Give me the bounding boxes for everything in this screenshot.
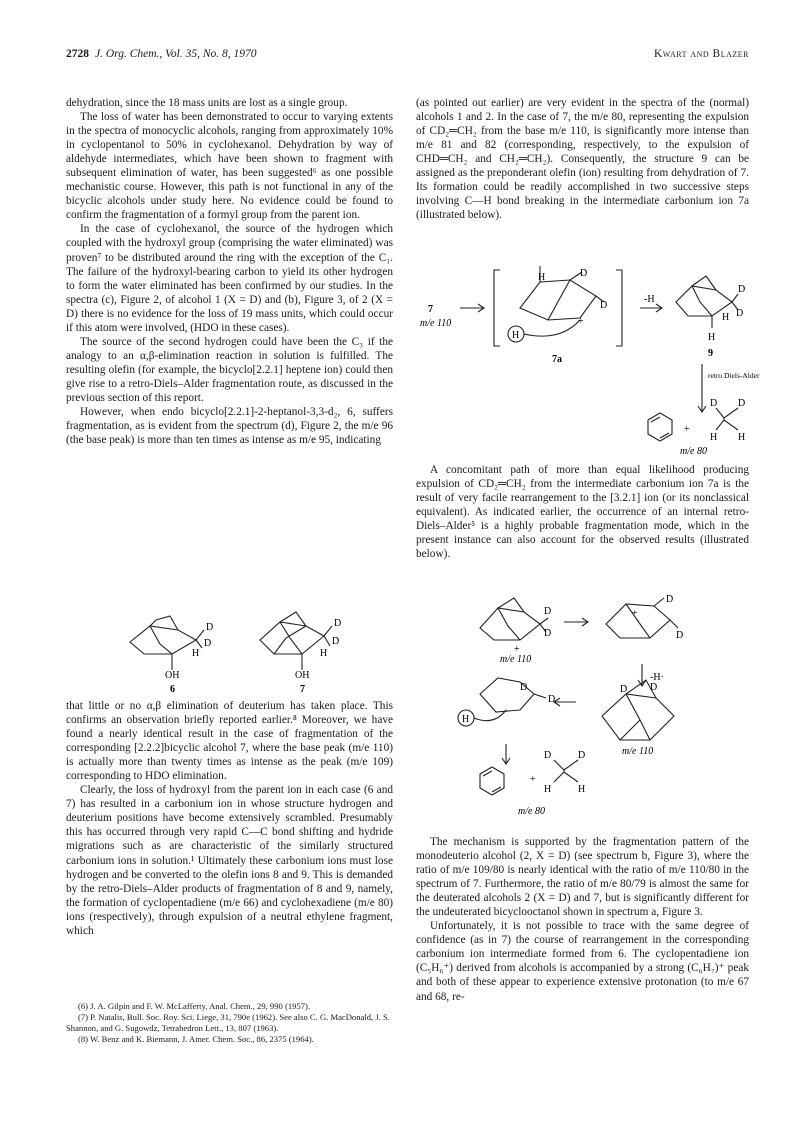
reaction-arrow: [554, 698, 576, 706]
atom-label: D: [710, 398, 718, 409]
atom-label: H: [462, 714, 470, 725]
compound-label: 7: [428, 304, 433, 315]
reaction-arrow: [564, 618, 588, 626]
atom-label: D: [204, 638, 212, 649]
right-column-top: [416, 96, 749, 222]
atom-label: H: [738, 432, 746, 443]
paragraph: that little or no α,β elimination of deuterium has taken place. This confirms an observation briefly reported earlier.⁸ Moreover, we have found a nearly identical result in the case of fragmentation of the corresponding [2.2.2]bicyclic alcohol 7, where the base peak (m/e 110) is actually more than twenty times as intense as the peak (m/e 109) corresponding to HDO elimination.: [66, 700, 393, 783]
ion-7a-drawing: [520, 280, 596, 320]
mass-label: m/e 80: [518, 806, 545, 817]
mass-label: m/e 110: [622, 746, 654, 757]
step-label: retro Diels-Alder: [708, 371, 760, 380]
atom-label: H: [710, 432, 718, 443]
ethylene-drawing: [716, 408, 738, 430]
reaction-arrow: [640, 304, 662, 312]
atom-label: H: [544, 784, 552, 795]
header-authors: Kwart and Blazer: [653, 48, 749, 60]
ethylene-drawing: [554, 760, 578, 782]
footnotes: [66, 1001, 393, 1045]
atom-label: H: [320, 648, 328, 659]
atom-label: D: [650, 682, 658, 693]
atom-label: D: [206, 622, 214, 633]
atom-label: H: [578, 784, 586, 795]
paragraph: Unfortunately, it is not possible to trace with the same degree of confidence (as in 7) the course of rearrangement in the corresponding carbonium ion intermediate formed from 6. The cyclopentadiene ion (C₅H₆⁺) derived from alcohols is accompanied by a strong (C₆H₇)⁺ peak and both of these appear to experience extensive protonation (to m/e 67 and 68, re-: [416, 920, 749, 1003]
paragraph: The loss of water has been demonstrated to occur to varying extents in the spectra of monocyclic alcohols, ranging from approximately 10% in cyclopentanol to 50% in cyclohexanol. Dehydration by way of aldehyde intermediates, which have been shown to fragment with subsequent elimination of water, has been suggested⁶ as one possible mechanistic course. However, this path is not functional in any of the bicyclic alcohols under study here. No evidence could be found to confirm the fragmentation of a formyl group from the parent ion.: [66, 111, 393, 222]
atom-label: D: [578, 750, 586, 761]
atom-label: OH: [295, 670, 310, 681]
curved-arrow: [524, 320, 580, 336]
compound-label-7: 7: [300, 684, 305, 695]
right-column-middle: [416, 463, 749, 561]
footnote: (6) J. A. Gilpin and F. W. McLafferty, Anal. Chem., 29, 990 (1957).: [78, 1001, 311, 1011]
page-number: 2728: [66, 48, 89, 60]
right-column-bottom: [416, 835, 749, 1004]
compound-label: 7a: [552, 354, 562, 365]
paragraph: The source of the second hydrogen could have been the C₃ if the analogy to an α,β-elimination reaction in solution is fulfilled. The resulting olefin (for example, the bicyclo[2.2.1] heptene ion) could then give rise to a retro-Diels–Alder fragmentation route, as discussed in the previous section of this report.: [66, 335, 393, 404]
charge-label: +: [578, 316, 584, 327]
atom-label: D: [544, 628, 552, 639]
bracket-left: [494, 270, 500, 346]
figure-scheme-321: [450, 594, 740, 826]
atom-label: D: [334, 618, 342, 629]
plus-sign: +: [684, 424, 690, 435]
bracket-right: [616, 270, 622, 346]
reaction-arrow: [460, 304, 484, 312]
step-label: -H·: [650, 672, 664, 683]
atom-label: D: [676, 630, 684, 641]
atom-label: D: [332, 636, 340, 647]
paragraph: dehydration, since the 18 mass units are lost as a single group.: [66, 97, 348, 109]
atom-label: H: [722, 312, 730, 323]
step-label: -H: [644, 294, 655, 305]
footnote: (8) W. Benz and K. Biemann, J. Amer. Chem. Soc., 86, 2375 (1964).: [78, 1034, 314, 1044]
left-column-top: [66, 96, 393, 447]
atom-label: H: [538, 272, 546, 283]
atom-label: H: [708, 332, 716, 343]
figure-structures-6-7: [120, 604, 360, 694]
mass-label: m/e 110: [420, 318, 452, 329]
compound-label: 9: [708, 348, 713, 359]
atom-label: D: [580, 268, 588, 279]
mass-label: m/e 110: [500, 654, 532, 665]
footnote: (7) P. Natalis, Bull. Soc. Roy. Sci. Liege, 31, 790e (1962). See also C. G. MacDonald, J. S. Shannon, and G. Sugowdz, Tetrahedron Lett., 13, 807 (1963).: [66, 1012, 390, 1033]
paragraph: In the case of cyclohexanol, the source of the hydrogen which coupled with the hydroxyl group (comprising the water eliminated) was proven⁷ to be distributed around the ring with the exception of the C₁. The failure of the hydroxyl-bearing carbon to yield its other hydrogen to form the water eliminated has been confirmed by our studies. In the spectra (c), Figure 2, of alcohol 1 (X = D) and (b), Figure 3, of 2 (X = D) there is no evidence for the loss of 19 mass units, which could occur if this atom were involved, (HDO in these cases).: [66, 223, 393, 334]
page-header: [66, 48, 749, 64]
atom-label: D: [738, 398, 746, 409]
atom-label: D: [620, 684, 628, 695]
structure-7-drawing: [260, 612, 332, 670]
atom-label: OH: [165, 670, 180, 681]
atom-label: H: [512, 330, 520, 341]
left-column-bottom: [66, 699, 393, 938]
paragraph: (as pointed out earlier) are very evident in the spectra of the (normal) alcohols 1 and 2. In the case of 7, the m/e 80, representing the expulsion of CD₂═CH₂ from the base m/e 110, is significantly more intense than m/e 81 and 82 (corresponding, respectively, to the expulsion of CHD═CH₂ and CH₂═CH₂). Consequently, the structure 9 can be assigned as the preponderant olefin (ion) resulting from dehydration of 7. Its formation could be readily accomplished in two successive steps involving C—H bond breaking in the intermediate carbonium ion 7a (illustrated below).: [416, 97, 749, 222]
atom-label: D: [600, 300, 608, 311]
paragraph: The mechanism is supported by the fragmentation pattern of the monodeuterio alcohol (2, X = D) (see spectrum b, Figure 3), where the ratio of m/e 109/80 is nearly identical with the ratio of m/e 110/80 in the spectrum of 7. Furthermore, the ratio of m/e 80/79 is almost the same for the deuterated alcohols 2 (X = D) and 7, but is significantly different for the undeuterated bicyclooctanol shown in spectrum a, Figure 3.: [416, 836, 749, 919]
header-left: [66, 48, 257, 60]
paragraph: Clearly, the loss of hydroxyl from the parent ion in each case (6 and 7) has resulted in a carbonium ion in whose structure hydrogen and deuterium positions have become extensively scrambled. Presumably this has occurred through very rapid C—C bond shifting and hydride migrations such as are characteristic of the similarly structured carbonium ions in solution.¹ Ultimately these carbonium ions must lose hydrogen and be converted to the olefin ions 8 and 9. This is demanded by the retro-Diels–Alder products of fragmentation of 8 and 9, namely, the formation of cyclopentadiene (m/e 66) and cyclohexadiene (m/e 80) ions (respectively), through expulsion of a neutral ethylene fragment, which: [66, 784, 393, 937]
journal-citation: J. Org. Chem., Vol. 35, No. 8, 1970: [95, 48, 257, 60]
figure-scheme-7a: [420, 262, 760, 457]
mass-label: m/e 80: [680, 446, 707, 457]
ion-drawing: [480, 608, 540, 640]
reaction-arrow-down: [502, 744, 510, 764]
structure-6-drawing: [130, 616, 204, 670]
compound-label-6: 6: [170, 684, 175, 695]
atom-label: D: [666, 594, 674, 605]
charge-label: +: [514, 644, 520, 655]
atom-label: D: [548, 694, 556, 705]
paragraph: A concomitant path of more than equal likelihood producing expulsion of CD₂═CH₂ from the intermediate carbonium ion 7a is the result of very facile rearrangement to the [3.2.1] ion (or its nonclassical equivalent). As indicated earlier, the occurrence of an internal retro-Diels–Alder⁵ is a highly probable fragmentation mode, which in the present instance can also account for the observed results (illustrated below).: [416, 464, 749, 561]
paragraph: However, when endo bicyclo[2.2.1]-2-heptanol-3,3-d₂, 6, suffers fragmentation, as is evident from the spectrum (d), Figure 2, the m/e 96 (the base peak) is more than ten times as intense as m/e 95, indicating: [66, 406, 393, 447]
atom-label: D: [520, 682, 528, 693]
atom-label: D: [544, 750, 552, 761]
reaction-arrow-down: [698, 364, 706, 412]
atom-label: D: [738, 284, 746, 295]
atom-label: D: [736, 308, 744, 319]
charge-label: +: [632, 608, 638, 619]
plus-sign: +: [530, 774, 536, 785]
atom-label: H: [192, 648, 200, 659]
atom-label: D: [544, 606, 552, 617]
